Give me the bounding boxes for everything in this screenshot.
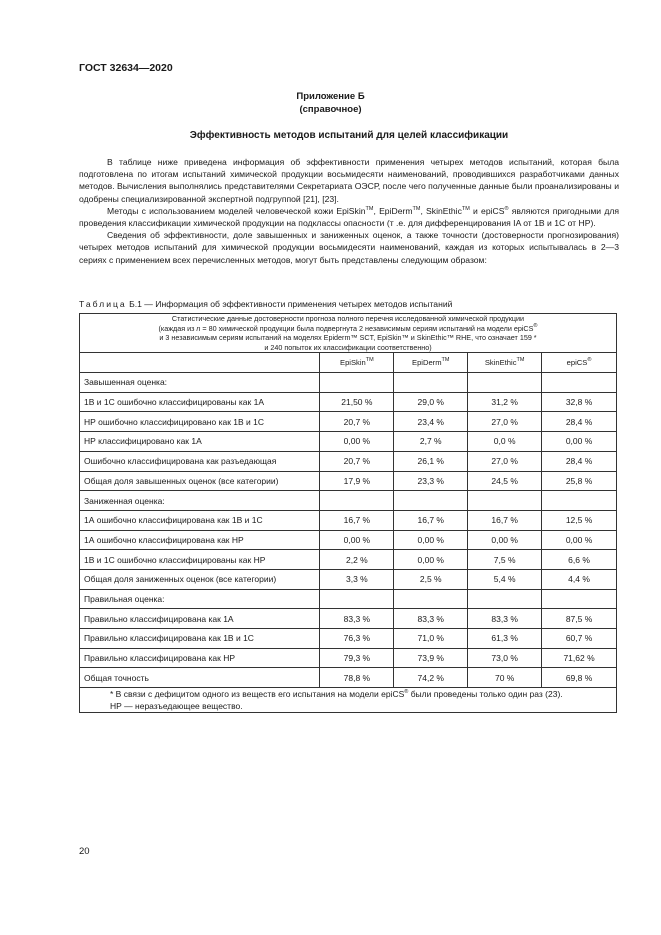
row-value: 76,3 % xyxy=(320,629,394,649)
row-value xyxy=(320,373,394,393)
row-label: Общая доля заниженных оценок (все категории) xyxy=(80,569,320,589)
row-value xyxy=(468,491,542,511)
column-header: EpiDerm™ xyxy=(394,353,468,373)
row-value: 87,5 % xyxy=(542,609,617,629)
row-label: НР ошибочно классифицировано как 1В и 1С xyxy=(80,412,320,432)
table-row xyxy=(80,392,617,412)
page-number: 20 xyxy=(79,846,90,857)
row-value: 71,0 % xyxy=(394,629,468,649)
row-value: 28,4 % xyxy=(542,412,617,432)
row-value: 7,5 % xyxy=(468,550,542,570)
row-value: 32,8 % xyxy=(542,392,617,412)
table-row xyxy=(80,530,617,550)
row-value: 71,62 % xyxy=(542,648,617,668)
table-row xyxy=(80,373,617,393)
row-value: 26,1 % xyxy=(394,451,468,471)
row-value: 0,00 % xyxy=(468,530,542,550)
table-row xyxy=(80,668,617,688)
table-row xyxy=(80,510,617,530)
row-value: 27,0 % xyxy=(468,412,542,432)
row-label: 1В и 1С ошибочно классифицированы как НР xyxy=(80,550,320,570)
row-label: Общая доля завышенных оценок (все категории) xyxy=(80,471,320,491)
row-value: 21,50 % xyxy=(320,392,394,412)
paragraph-3: Сведения об эффективности, доле завышенных и заниженных оценок, а также точности (достоверности прогнозирования) четырех методов испытаний для химической продукции восьмидесяти наименований, каждая из которых испытывалась в 2—3 сериях с применением всех перечисленных методов, могут быть представлены следующим образом: xyxy=(79,230,619,265)
table-footnote: * В связи с дефицитом одного из веществ его испытания на модели epiCS® были проведены только один раз (23). НР — неразъедающее вещество. xyxy=(80,688,617,713)
row-value: 83,3 % xyxy=(320,609,394,629)
row-value xyxy=(394,373,468,393)
table-row xyxy=(80,550,617,570)
row-value: 0,00 % xyxy=(320,530,394,550)
row-value: 23,3 % xyxy=(394,471,468,491)
row-value: 79,3 % xyxy=(320,648,394,668)
table-row xyxy=(80,451,617,471)
row-value: 0,0 % xyxy=(468,432,542,452)
row-value xyxy=(468,589,542,609)
row-value: 60,7 % xyxy=(542,629,617,649)
row-value: 83,3 % xyxy=(394,609,468,629)
row-value: 73,9 % xyxy=(394,648,468,668)
row-value xyxy=(394,491,468,511)
table-row xyxy=(80,648,617,668)
row-value xyxy=(320,589,394,609)
row-label: Заниженная оценка: xyxy=(80,491,320,511)
row-value xyxy=(542,589,617,609)
row-value: 78,8 % xyxy=(320,668,394,688)
appendix-note: (справочное) xyxy=(299,104,362,115)
row-value xyxy=(542,491,617,511)
row-value: 0,00 % xyxy=(542,530,617,550)
table-row xyxy=(80,471,617,491)
row-value: 5,4 % xyxy=(468,569,542,589)
section-title: Эффективность методов испытаний для целей классификации xyxy=(189,130,509,141)
row-value: 2,5 % xyxy=(394,569,468,589)
column-headers xyxy=(80,353,617,373)
row-value: 61,3 % xyxy=(468,629,542,649)
row-label: Общая точность xyxy=(80,668,320,688)
row-value: 2,7 % xyxy=(394,432,468,452)
row-label: Правильно классифицирована как НР xyxy=(80,648,320,668)
row-value xyxy=(468,373,542,393)
table-body xyxy=(80,373,617,688)
row-value: 70 % xyxy=(468,668,542,688)
row-value: 2,2 % xyxy=(320,550,394,570)
row-value: 25,8 % xyxy=(542,471,617,491)
standard-number: ГОСТ 32634—2020 xyxy=(79,62,173,74)
table-row xyxy=(80,589,617,609)
table-caption: Таблица Б.1 — Информация об эффективности применения четырех методов испытаний xyxy=(79,299,453,309)
row-label: НР классифицировано как 1А xyxy=(80,432,320,452)
row-value: 73,0 % xyxy=(468,648,542,668)
row-label: 1В и 1С ошибочно классифицированы как 1А xyxy=(80,392,320,412)
table-row xyxy=(80,432,617,452)
row-value: 31,2 % xyxy=(468,392,542,412)
column-header: EpiSkin™ xyxy=(320,353,394,373)
row-value: 16,7 % xyxy=(320,510,394,530)
row-value: 23,4 % xyxy=(394,412,468,432)
table-row xyxy=(80,629,617,649)
row-value: 0,00 % xyxy=(542,432,617,452)
row-value: 4,4 % xyxy=(542,569,617,589)
row-label: 1А ошибочно классифицирована как 1В и 1С xyxy=(80,510,320,530)
table-row xyxy=(80,569,617,589)
row-value: 16,7 % xyxy=(468,510,542,530)
row-value: 0,00 % xyxy=(320,432,394,452)
row-label: 1А ошибочно классифицирована как НР xyxy=(80,530,320,550)
row-value: 69,8 % xyxy=(542,668,617,688)
appendix-title: Приложение Б xyxy=(296,91,365,102)
row-value: 17,9 % xyxy=(320,471,394,491)
row-value: 12,5 % xyxy=(542,510,617,530)
table-header: Статистические данные достоверности прогноза полного перечня исследованной химической продукции (каждая из n = 80 химической продукции была подвергнута 2 независимым сериям испытаний на модели epiCS® и 3 независимым сериям испытаний на моделях Epiderm™ SCT, EpiSkin™ и SkinEthic™ RHE, что означает 159 * и 240 попыток их классификации соответственно) xyxy=(80,314,617,353)
row-value: 27,0 % xyxy=(468,451,542,471)
row-label: Ошибочно классифицирована как разъедающая xyxy=(80,451,320,471)
row-label: Правильная оценка: xyxy=(80,589,320,609)
column-header: epiCS® xyxy=(542,353,617,373)
efficiency-table xyxy=(79,313,617,713)
row-value: 74,2 % xyxy=(394,668,468,688)
row-value xyxy=(394,589,468,609)
row-value: 6,6 % xyxy=(542,550,617,570)
row-value: 0,00 % xyxy=(394,550,468,570)
row-value: 28,4 % xyxy=(542,451,617,471)
row-value: 16,7 % xyxy=(394,510,468,530)
table-row xyxy=(80,412,617,432)
paragraph-2: Методы с использованием моделей человеческой кожи EpiSkin™, EpiDerm™, SkinEthic™ и epiCS® являются пригодными для проведения классификации химической продукции на подклассы опасности (т .е. для дифференцирования IA от 1B и 1C от HP). xyxy=(79,205,619,229)
row-value xyxy=(320,491,394,511)
row-label: Правильно классифицирована как 1В и 1С xyxy=(80,629,320,649)
row-value: 0,00 % xyxy=(394,530,468,550)
table-row xyxy=(80,609,617,629)
row-value: 24,5 % xyxy=(468,471,542,491)
row-label: Завышенная оценка: xyxy=(80,373,320,393)
row-value xyxy=(542,373,617,393)
table-row xyxy=(80,491,617,511)
row-value: 20,7 % xyxy=(320,412,394,432)
row-label: Правильно классифицирована как 1А xyxy=(80,609,320,629)
intro-text xyxy=(79,156,619,266)
row-value: 3,3 % xyxy=(320,569,394,589)
row-value: 29,0 % xyxy=(394,392,468,412)
row-value: 20,7 % xyxy=(320,451,394,471)
paragraph-1: В таблице ниже приведена информация об эффективности применения четырех методов испытаний, которая была подготовлена по итогам испытаний химической продукции восьмидесяти наименований, проводившихся разработчиками данных методов. Вычисления выполнялись представителями Секретариата ОЭСР, после чего полученные данные были проанализированы и одобрены специализированной экспертной подгруппой [21], [23]. xyxy=(79,157,619,204)
column-header: SkinEthic™ xyxy=(468,353,542,373)
row-value: 83,3 % xyxy=(468,609,542,629)
